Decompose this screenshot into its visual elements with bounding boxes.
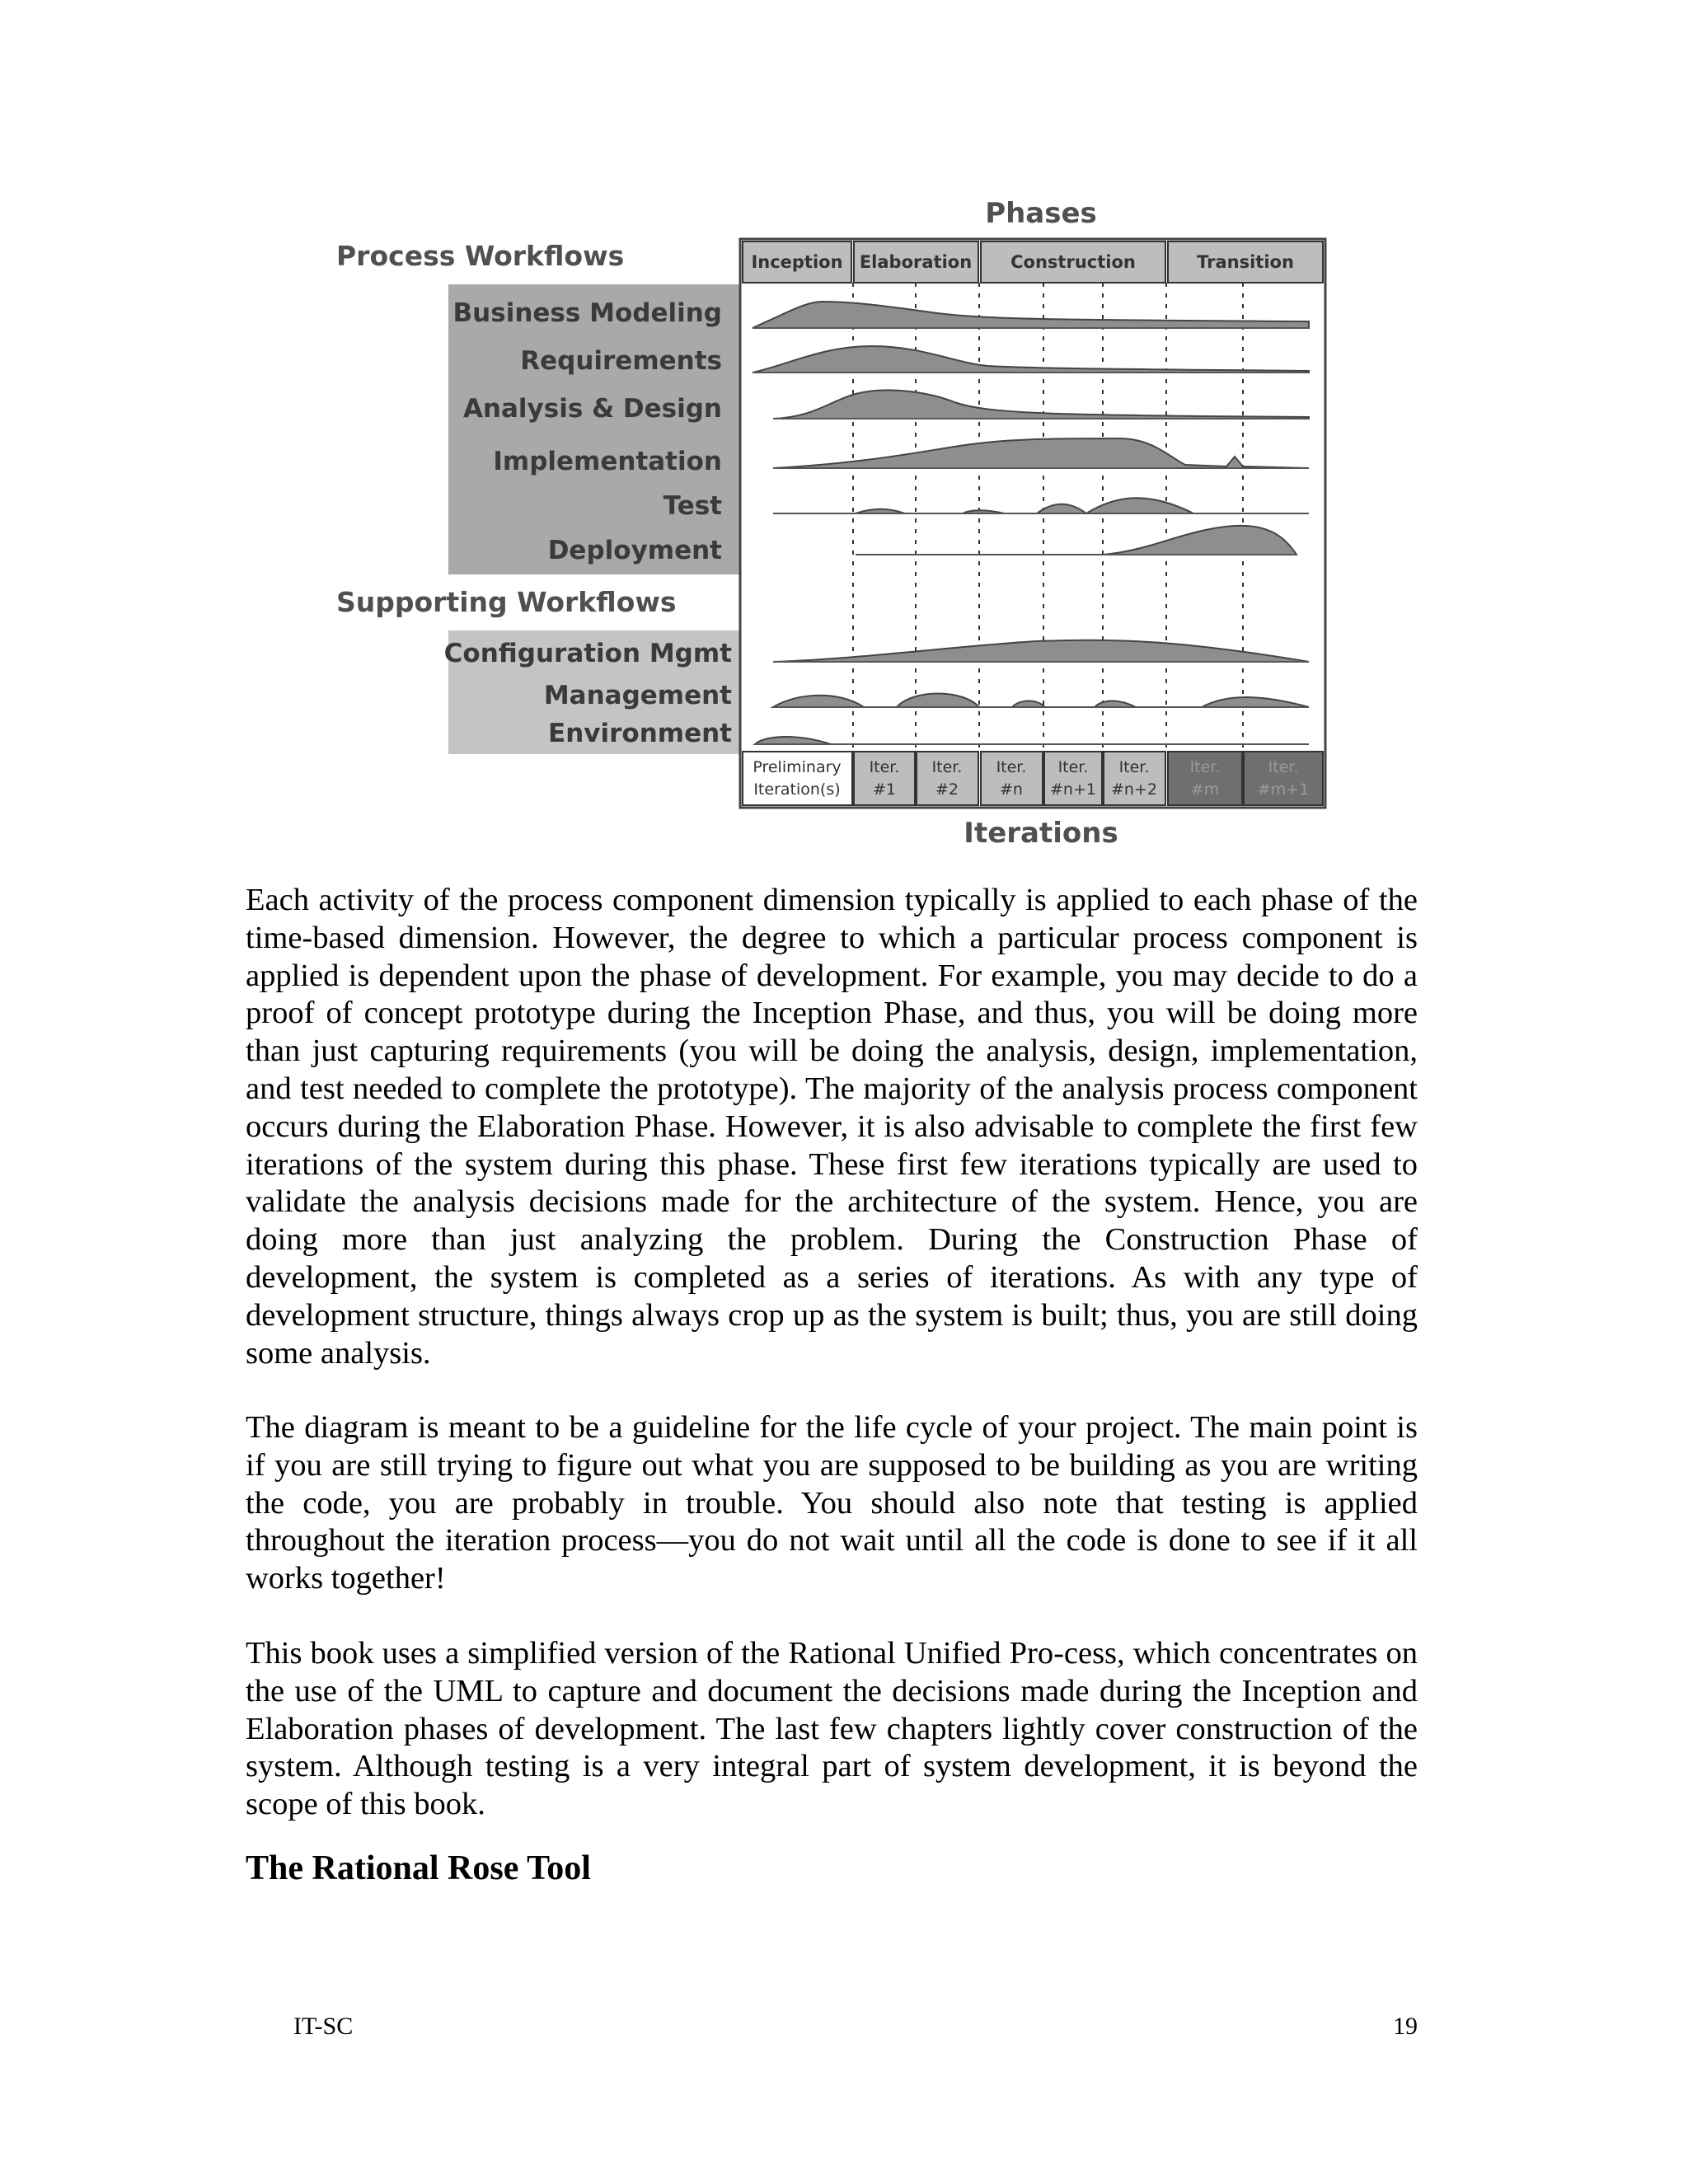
section-heading: The Rational Rose Tool (246, 1849, 591, 1887)
iteration-label: Iter. (1189, 758, 1221, 776)
body-paragraph-2: The diagram is meant to be a guideline for the life cycle of your project. The main point is if you are still trying to figure out what you are supposed to be building as you are writing the code, you are probably in trouble. You should also note that testing is applied throughout the iteration process—you do not wait until all the code is done to see if it all works together! (246, 1410, 1418, 1596)
iterations-title: Iterations (964, 817, 1118, 849)
iteration-label: #2 (935, 780, 959, 799)
workflow-label-implementation: Implementation (493, 447, 722, 476)
phase-label-inception: Inception (751, 252, 843, 272)
process-workflows-title: Process Workflows (336, 240, 625, 272)
workflow-label-deployment: Deployment (547, 536, 722, 565)
phases-title: Phases (985, 197, 1097, 230)
iteration-label: Iteration(s) (753, 780, 841, 799)
phase-label-elaboration: Elaboration (859, 252, 973, 272)
workflow-label-test: Test (663, 491, 722, 521)
iteration-label: Iter. (1118, 758, 1150, 776)
iteration-label: #1 (872, 780, 897, 799)
iteration-label: Preliminary (753, 758, 842, 776)
phase-label-construction: Construction (1010, 252, 1136, 272)
page-number: 19 (1393, 2013, 1418, 2040)
footer-source: IT-SC (293, 2013, 354, 2040)
iteration-label: Iter. (1268, 758, 1299, 776)
body-paragraph-1: Each activity of the process component dimension typically is applied to each phase of the time-based dimension. However, the degree to which a particular process component is applied is dependent upon the phase of development. For example, you may decide to do a proof of concept prototype during the Inception Phase, and thus, you will be doing more than just capturing requirements (you will be doing the analysis, design, implementation, and test needed to complete the prototype). The majority of the analysis process component occurs during the Elaboration Phase. However, it is also advisable to complete the first few iterations of the system during this phase. These first few iterations typically are used to validate the analysis decisions made for the architecture of the system. Hence, you are doing more than just analyzing the problem. During the Construction Phase of development, the system is completed as a series of iterations. As with any type of development structure, things always crop up as the system is built; thus, you are still doing some analysis. (246, 883, 1418, 1371)
iteration-label: #n+1 (1050, 780, 1096, 799)
iteration-label: Iter. (1057, 758, 1089, 776)
rup-lifecycle-diagram (328, 190, 1350, 849)
body-paragraph-3: This book uses a simplified version of the Rational Unified Pro-cess, which concentrates on the use of the UML to capture and document the decisions made during the Inception and Elaboration phases of development. The last few chapters lightly cover construction of the system. Although testing is a very integral part of system development, it is beyond the scope of this book. (246, 1636, 1418, 1822)
iteration-label: Iter. (931, 758, 963, 776)
workflow-label-analysis-design: Analysis & Design (462, 394, 722, 424)
iteration-label: #n (1000, 780, 1023, 799)
workflow-label-management: Management (543, 681, 732, 710)
iteration-label: #n+2 (1111, 780, 1157, 799)
iteration-label: #m+1 (1257, 780, 1310, 799)
supporting-workflows-title: Supporting Workflows (336, 586, 677, 618)
iteration-label: #m (1190, 780, 1220, 799)
iteration-label: Iter. (869, 758, 900, 776)
iteration-label: Iter. (996, 758, 1027, 776)
workflow-label-business-modeling: Business Modeling (452, 298, 722, 328)
phase-label-transition: Transition (1197, 252, 1294, 272)
workflow-label-requirements: Requirements (520, 346, 722, 376)
workflow-label-environment: Environment (548, 719, 732, 748)
workflow-label-configuration-mgmt: Configuration Mgmt (443, 639, 732, 668)
